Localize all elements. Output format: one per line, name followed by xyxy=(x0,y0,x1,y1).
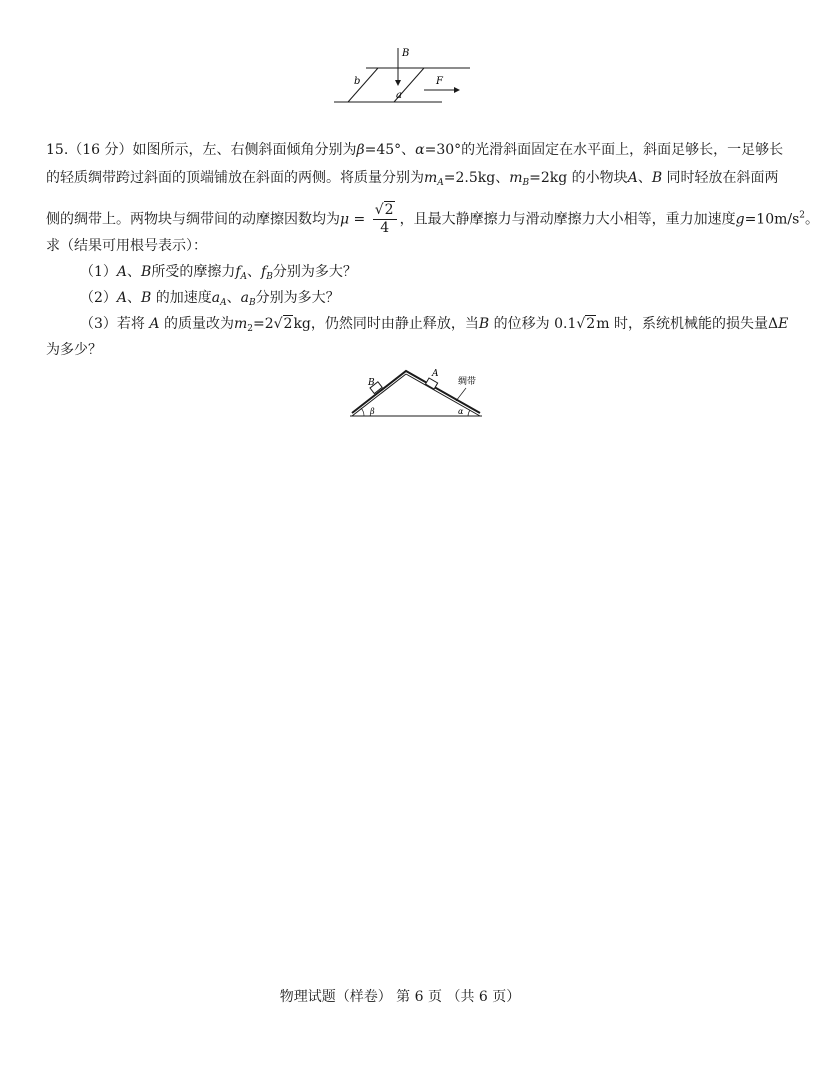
q1-sep: 、 xyxy=(127,264,142,280)
g-exponent: 2 xyxy=(799,210,806,221)
label-A: A xyxy=(432,369,439,379)
mass-symbol-b: m xyxy=(509,170,523,186)
fraction-numerator: 2 xyxy=(384,202,394,218)
q2-sep-2: 、 xyxy=(226,290,241,306)
sqrt-sign: √ xyxy=(374,202,384,218)
q3-energy: m 时，系统机械能的损失量Δ xyxy=(596,316,779,332)
gravity-intro: ，且最大静摩擦力与滑动摩擦力大小相等，重力加速度 xyxy=(399,211,736,228)
mass-sub-a: A xyxy=(437,178,444,188)
question-3-cont xyxy=(46,340,102,360)
g-symbol: g xyxy=(735,211,745,228)
aB-symbol: a xyxy=(240,290,250,306)
fA-symbol: f xyxy=(235,264,241,280)
m2-sub: 2 xyxy=(247,324,253,334)
question-3 xyxy=(80,314,788,339)
fraction-denominator: 4 xyxy=(380,220,390,236)
aB-sub: B xyxy=(249,298,256,308)
q3-block-a: A xyxy=(149,316,160,332)
q2-sep: 、 xyxy=(127,290,142,306)
incline-figure xyxy=(346,366,486,424)
m2-symbol: m xyxy=(233,316,248,332)
alpha-symbol: α xyxy=(415,142,425,158)
silk-label-leader xyxy=(456,388,466,401)
problem-line-3 xyxy=(46,202,819,237)
alpha-arc xyxy=(468,410,470,416)
separator: 、 xyxy=(637,170,652,186)
ask-intro: 求（结果可用根号表示）： xyxy=(46,238,207,254)
friction-intro: 侧的绸带上。两物块与绸带间的动摩擦因数均为 xyxy=(46,211,340,228)
label-B-field: B xyxy=(402,48,410,59)
mu-fraction xyxy=(373,202,397,237)
question-2 xyxy=(80,288,340,313)
aA-symbol: a xyxy=(211,290,221,306)
g-value: =10m/s xyxy=(744,211,800,228)
line-3-end: 。 xyxy=(805,211,819,228)
q2-number: （2） xyxy=(80,290,117,306)
mass-end: 同时轻放在斜面两 xyxy=(662,170,779,186)
q3-end: 为多少？ xyxy=(46,342,102,358)
field-arrowhead xyxy=(395,80,401,86)
E-symbol: E xyxy=(778,316,789,332)
mass-b-value: =2kg 的小物块 xyxy=(529,170,628,186)
mu-symbol: μ xyxy=(340,211,350,228)
alpha-value: =30°的光滑斜面固定在水平面上，斜面足够长，一足够长 xyxy=(424,142,784,158)
mass-symbol-a: m xyxy=(424,170,438,186)
q1-end: 分别为多大？ xyxy=(272,264,357,280)
fB-symbol: f xyxy=(261,264,267,280)
block-a-label: A xyxy=(627,170,638,186)
rail-figure xyxy=(330,44,480,110)
left-incline xyxy=(352,374,406,416)
label-alpha: α xyxy=(458,407,464,416)
page-footer: 物理试题（样卷） 第 6 页 （共 6 页） xyxy=(279,989,521,1005)
q3-displacement: 的位移为 0.1 xyxy=(489,316,577,332)
label-b-rod: b xyxy=(354,76,361,87)
q1-sep-2: 、 xyxy=(247,264,262,280)
q2-end: 分别为多大？ xyxy=(255,290,340,306)
force-arrowhead xyxy=(454,87,460,93)
label-F: F xyxy=(436,76,443,87)
mass-intro: 的轻质绸带跨过斜面的顶端铺放在斜面的两侧。将质量分别为 xyxy=(46,170,424,186)
problem-line-1 xyxy=(46,140,783,160)
fA-sub: A xyxy=(240,272,248,282)
problem-line-4 xyxy=(46,236,207,256)
q2-block-a: A xyxy=(116,290,128,306)
disp-sqrt-sign: √ xyxy=(576,316,586,332)
q1-block-a: A xyxy=(116,264,128,280)
disp-sqrt-arg: 2 xyxy=(586,316,596,332)
beta-symbol: β xyxy=(356,142,365,158)
m2-value: =2 xyxy=(252,316,274,332)
m2-sqrt-sign: √ xyxy=(273,316,283,332)
q2-block-b: B xyxy=(141,290,152,306)
label-beta: β xyxy=(370,407,375,416)
q3-text: 的质量改为 xyxy=(159,316,234,332)
q3-intro: （3）若将 xyxy=(80,316,145,332)
q1-number: （1） xyxy=(80,264,117,280)
aA-sub: A xyxy=(220,298,227,308)
beta-value: =45°、 xyxy=(364,142,416,158)
fB-sub: B xyxy=(266,272,273,282)
question-1 xyxy=(80,262,357,287)
label-a-rod: a xyxy=(396,90,402,101)
equals-sign: = xyxy=(349,211,370,228)
label-B: B xyxy=(368,378,375,388)
q3-release: kg，仍然同时由静止释放，当 xyxy=(293,316,479,332)
m2-sqrt-arg: 2 xyxy=(283,316,293,332)
problem-line-2 xyxy=(46,168,779,193)
mass-a-value: =2.5kg、 xyxy=(443,170,510,186)
mass-sub-b: B xyxy=(522,178,530,188)
rod-b xyxy=(348,68,378,102)
q2-text: 的加速度 xyxy=(151,290,212,306)
label-silk: 绸带 xyxy=(458,377,477,387)
q3-block-b: B xyxy=(478,316,490,332)
q1-block-b: B xyxy=(141,264,152,280)
block-b-label: B xyxy=(651,170,663,186)
q1-text: 所受的摩擦力 xyxy=(151,264,236,280)
problem-intro: 15.（16 分）如图所示，左、右侧斜面倾角分别为 xyxy=(46,142,357,158)
